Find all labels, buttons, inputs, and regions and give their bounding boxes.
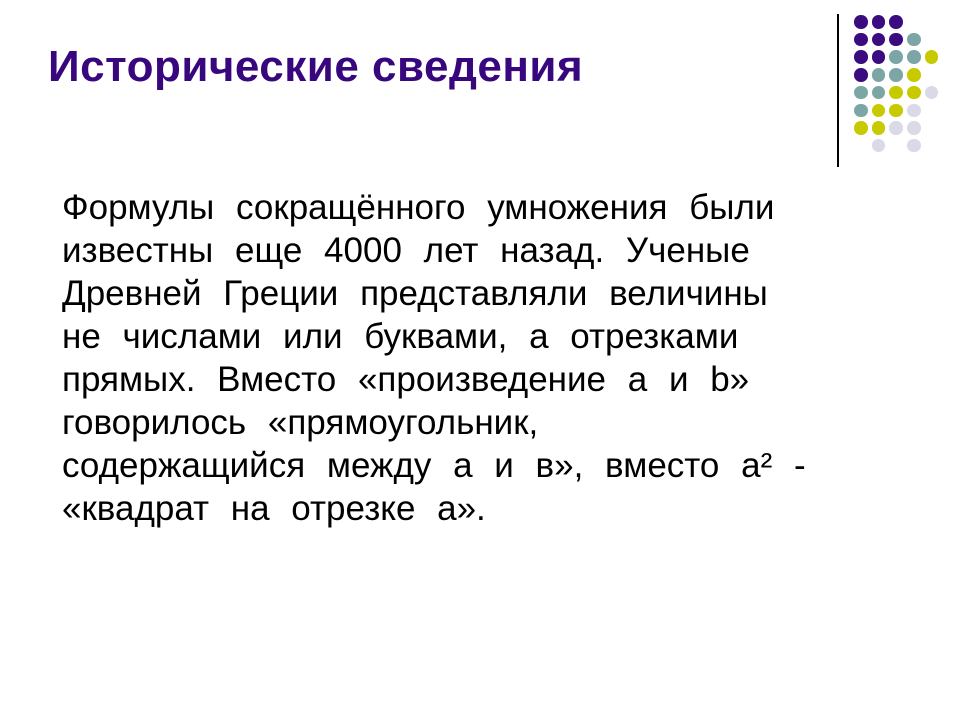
body-line: известны еще 4000 лет назад. Ученые bbox=[62, 231, 750, 270]
purple-dot bbox=[872, 33, 886, 47]
yellow-dot bbox=[889, 86, 903, 100]
lavender-dot bbox=[907, 139, 921, 153]
ornament-vertical-line bbox=[837, 14, 839, 167]
body-line: «квадрат на отрезке а». bbox=[62, 489, 486, 528]
teal-dot bbox=[854, 104, 868, 118]
slide-body-text bbox=[62, 186, 806, 530]
teal-dot bbox=[872, 86, 886, 100]
yellow-dot bbox=[872, 121, 886, 135]
body-line: не числами или буквами, а отрезками bbox=[62, 317, 739, 356]
lavender-dot bbox=[872, 139, 886, 153]
yellow-dot bbox=[925, 50, 939, 64]
lavender-dot bbox=[889, 121, 903, 135]
purple-dot bbox=[889, 15, 903, 29]
teal-dot bbox=[889, 68, 903, 82]
yellow-dot bbox=[872, 104, 886, 118]
teal-dot bbox=[907, 50, 921, 64]
yellow-dot bbox=[889, 104, 903, 118]
purple-dot bbox=[872, 50, 886, 64]
yellow-dot bbox=[854, 121, 868, 135]
teal-dot bbox=[889, 50, 903, 64]
body-line: Формулы сокращённого умножения были bbox=[62, 188, 775, 227]
teal-dot bbox=[907, 33, 921, 47]
purple-dot bbox=[854, 15, 868, 29]
purple-dot bbox=[854, 68, 868, 82]
teal-dot bbox=[872, 68, 886, 82]
teal-dot bbox=[854, 86, 868, 100]
yellow-dot bbox=[907, 86, 921, 100]
purple-dot bbox=[889, 33, 903, 47]
lavender-dot bbox=[907, 121, 921, 135]
lavender-dot bbox=[907, 104, 921, 118]
lavender-dot bbox=[925, 86, 939, 100]
body-line: говорилось «прямоугольник, bbox=[62, 403, 539, 442]
slide-title: Исторические сведения bbox=[48, 42, 584, 91]
body-line: содержащийся между а и в», вместо а² - bbox=[62, 446, 806, 485]
dot-grid-ornament bbox=[852, 13, 940, 155]
purple-dot bbox=[854, 50, 868, 64]
body-line: Древней Греции представляли величины bbox=[62, 274, 768, 313]
purple-dot bbox=[872, 15, 886, 29]
body-line: прямых. Вместо «произведение а и b» bbox=[62, 360, 750, 399]
purple-dot bbox=[854, 33, 868, 47]
yellow-dot bbox=[907, 68, 921, 82]
